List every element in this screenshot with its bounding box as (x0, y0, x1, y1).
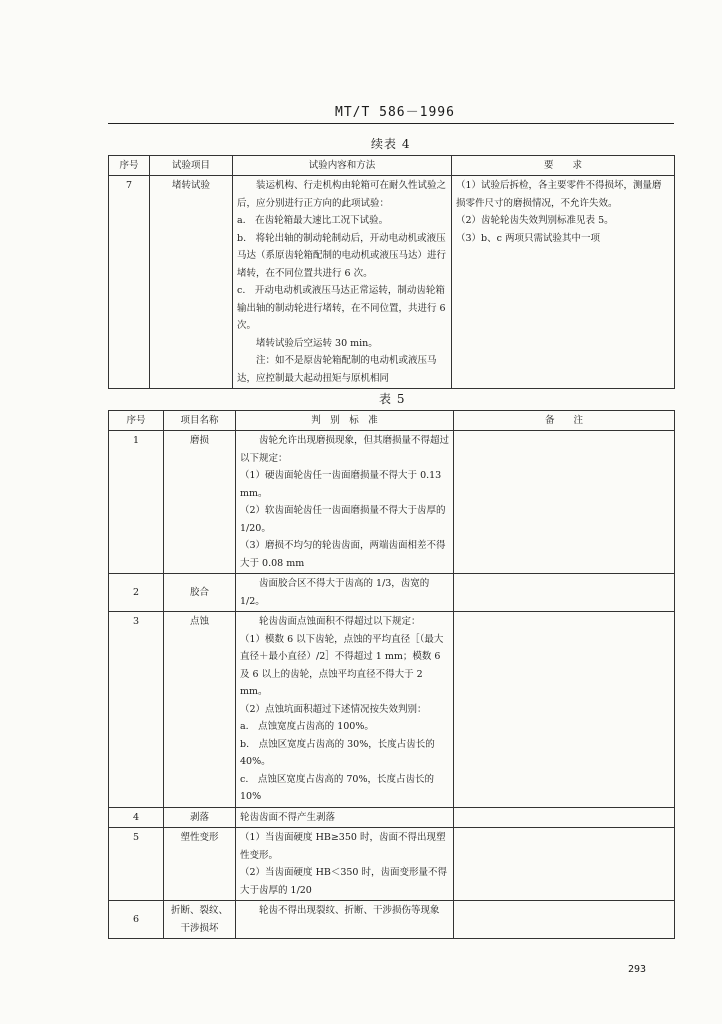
table4-header-item: 试验项目 (150, 156, 233, 176)
row-name: 剥落 (164, 807, 236, 828)
table5-header-name: 项目名称 (164, 411, 236, 431)
table5-caption: 表 5 (379, 392, 406, 406)
table5-header-no: 序号 (109, 411, 164, 431)
requirement-item: （3）b、c 两项只需试验其中一项 (456, 232, 600, 244)
row-name: 胶合 (164, 574, 236, 612)
criteria-line: （2）点蚀坑面积超过下述情况按失效判别： (240, 703, 427, 715)
row-no: 3 (109, 612, 164, 808)
criteria-line: 齿面胶合区不得大于齿高的 1/3，齿宽的 1/2。 (240, 578, 430, 607)
table-row (109, 176, 675, 389)
criteria-line: a. 点蚀宽度占齿高的 100%。 (240, 721, 374, 732)
criteria-line: c. 点蚀区宽度占齿高的 70%，长度占齿长的 10% (240, 773, 434, 802)
table-row (109, 431, 675, 574)
row-name: 塑性变形 (164, 828, 236, 901)
row-note (454, 612, 675, 808)
criteria-line: （2）当齿面硬度 HB＜350 时，齿面变形量不得大于齿厚的 1/20 (240, 867, 447, 896)
method-note: 注：如不是原齿轮箱配制的电动机或液压马达，应控制最大起动扭矩与原机相同 (237, 355, 437, 384)
row-no: 1 (109, 431, 164, 574)
table4-row-no: 7 (109, 176, 150, 389)
criteria-line: （1）当齿面硬度 HB≥350 时，齿面不得出现塑性变形。 (240, 832, 446, 861)
row-criteria (236, 807, 454, 828)
table4-row-method (233, 176, 452, 389)
table-row (109, 574, 675, 612)
requirement-item: （1）试验后拆检，各主要零件不得损坏，测量磨损零件尺寸的磨损情况，不允许失效。 (456, 180, 662, 209)
row-name: 磨损 (164, 431, 236, 574)
criteria-line: （3）磨损不均匀的轮齿齿面，两端齿面相差不得大于 0.08 mm (240, 540, 446, 569)
table4-header-no: 序号 (109, 156, 150, 176)
criteria-line: 齿轮允许出现磨损现象，但其磨损量不得超过以下规定： (240, 435, 450, 464)
table5 (108, 410, 675, 939)
row-note (454, 901, 675, 939)
criteria-line: 轮齿齿面不得产生剥落 (240, 811, 336, 823)
criteria-line: （1）模数 6 以下齿轮，点蚀的平均直径［（最大直径＋最小直径）/2］不得超过 1 mm；模数 6 及 6 以上的齿轮，点蚀平均直径不得大于 2 mm。 (240, 633, 444, 697)
table4-row-item: 堵转试验 (150, 176, 233, 389)
criteria-line: 轮齿齿面点蚀面积不得超过以下规定： (259, 616, 421, 627)
row-name: 点蚀 (164, 612, 236, 808)
table4-header-method: 试验内容和方法 (233, 156, 452, 176)
table4-row-requirements (452, 176, 675, 389)
criteria-line: （2）软齿面轮齿任一齿面磨损量不得大于齿厚的 1/20。 (240, 505, 446, 534)
method-paragraph: 装运机构、行走机构由轮箱可在耐久性试验之后，应分别进行正方向的此项试验： (237, 180, 447, 209)
criteria-line: b. 点蚀区宽度占齿高的 30%，长度占齿长的 40%。 (240, 738, 435, 767)
row-criteria (236, 431, 454, 574)
row-note (454, 431, 675, 574)
header-rule (108, 123, 674, 124)
table5-header-note: 备 注 (454, 411, 675, 431)
row-note (454, 807, 675, 828)
row-no: 4 (109, 807, 164, 828)
row-note (454, 574, 675, 612)
row-no: 5 (109, 828, 164, 901)
criteria-line: 轮齿不得出现裂纹、折断、干涉损伤等现象 (259, 905, 440, 916)
row-criteria (236, 828, 454, 901)
table5-header-row (109, 411, 675, 431)
method-paragraph: a. 在齿轮箱最大速比工况下试验。 (237, 215, 389, 226)
table4 (108, 155, 675, 389)
row-no: 6 (109, 901, 164, 939)
row-name: 折断、裂纹、干涉损坏 (164, 901, 236, 939)
table5-header-criteria: 判 别 标 准 (236, 411, 454, 431)
table4-header-row (109, 156, 675, 176)
requirement-item: （2）齿轮轮齿失效判别标准见表 5。 (456, 215, 614, 226)
method-paragraph: c. 开动电动机或液压马达正常运转，制动齿轮箱输出轴的制动轮进行堵转，在不同位置，共进行 6 次。 (237, 285, 446, 331)
standard-number: MT/T 586－1996 (335, 105, 455, 120)
row-no: 2 (109, 574, 164, 612)
table4-caption: 续表 4 (371, 137, 411, 151)
table-row (109, 901, 675, 939)
table-row (109, 612, 675, 808)
method-paragraph: b. 将轮出轴的制动轮制动后，开动电动机或液压马达（系原齿轮箱配制的电动机或液压马达）进行堵转，在不同位置共进行 6 次。 (237, 232, 447, 279)
row-criteria (236, 574, 454, 612)
method-paragraph: 堵转试验后空运转 30 min。 (256, 337, 378, 349)
row-criteria (236, 901, 454, 939)
row-note (454, 828, 675, 901)
criteria-line: （1）硬齿面轮齿任一齿面磨损量不得大于 0.13 mm。 (240, 470, 442, 499)
row-criteria (236, 612, 454, 808)
page-number: 293 (628, 964, 647, 975)
table-row (109, 828, 675, 901)
table-row (109, 807, 675, 828)
table4-header-requirements: 要 求 (452, 156, 675, 176)
